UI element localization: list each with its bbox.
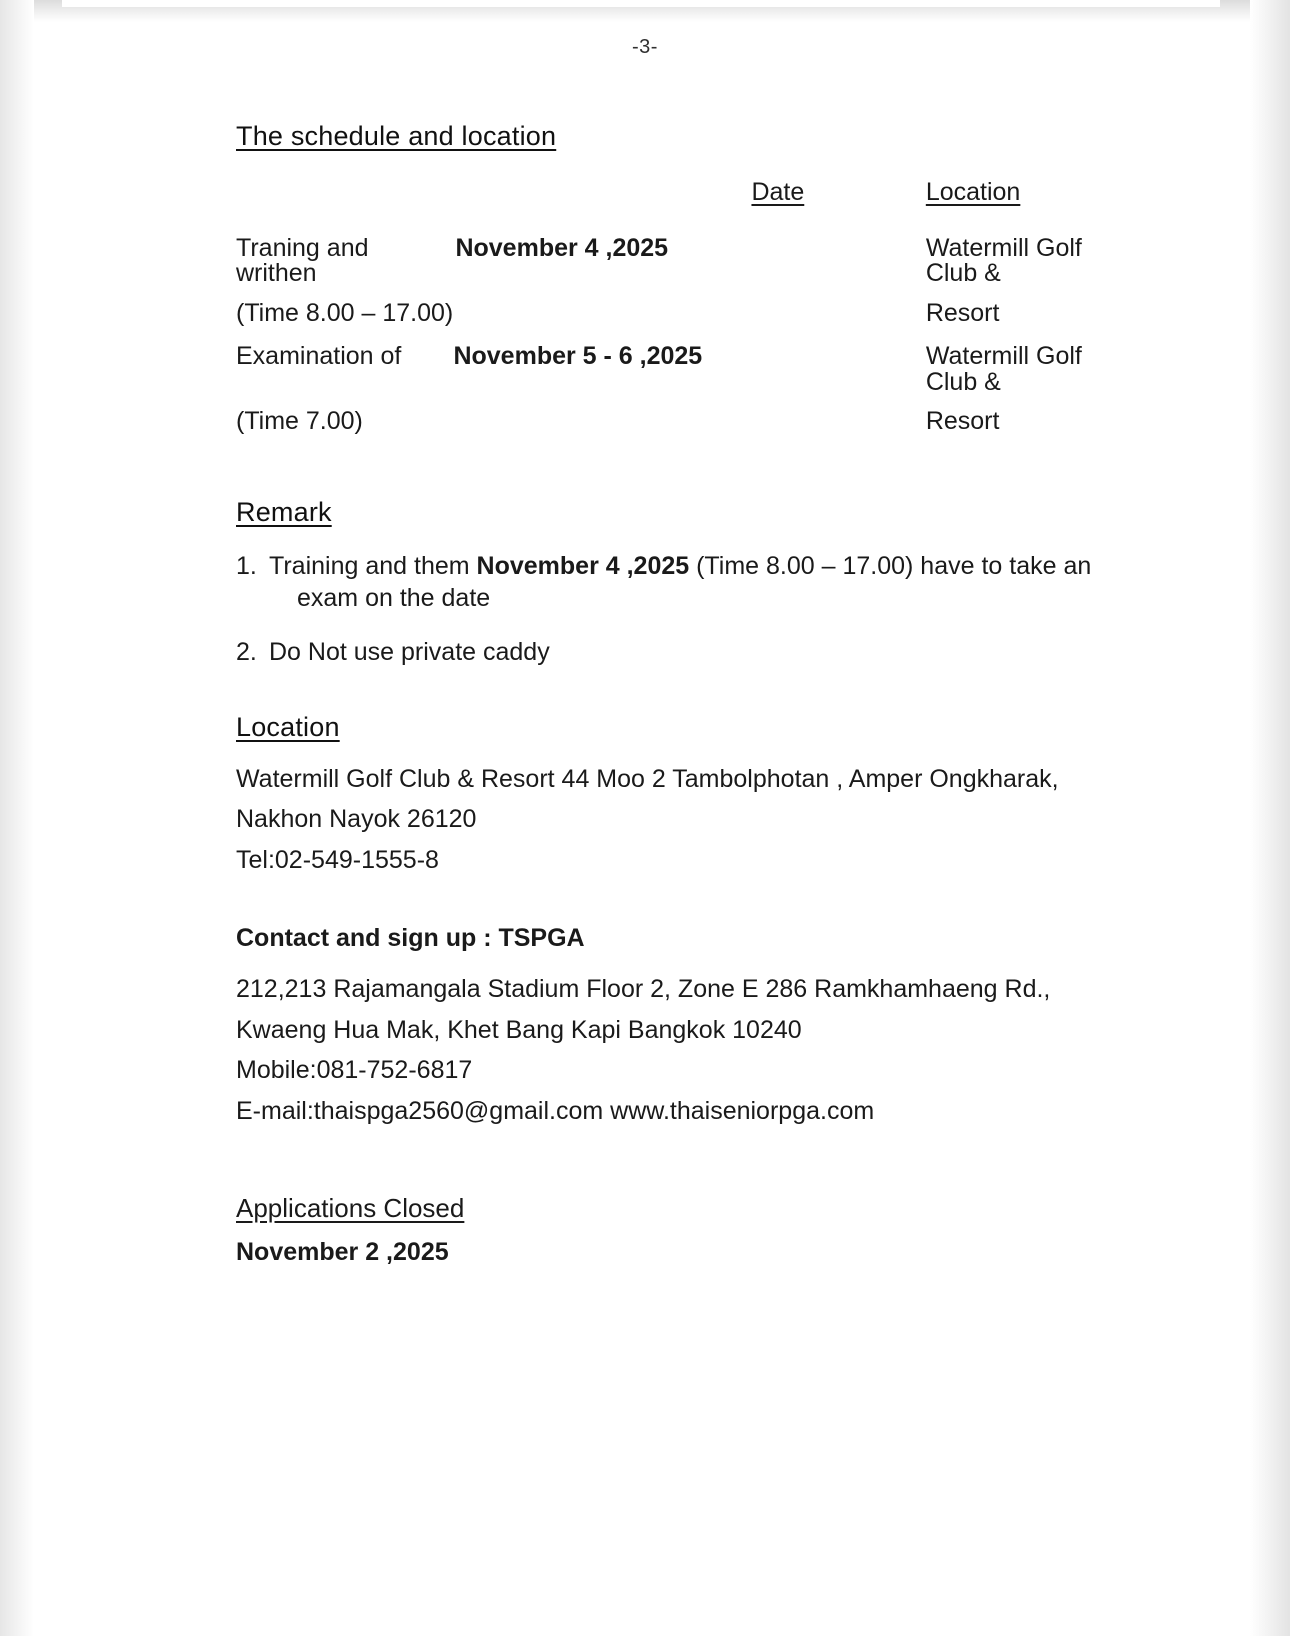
applications-closed-heading: Applications Closed — [236, 1193, 465, 1223]
column-header-blank — [236, 180, 453, 236]
remark-section — [236, 497, 1170, 668]
remark-1-text-before: Training and them — [269, 551, 470, 580]
row2-date-cont — [453, 409, 925, 453]
remark-1-text-after: (Time 8.00 – 17.00) have to take an — [696, 551, 1092, 580]
row1-location-line1: Watermill Golf Club & — [925, 233, 1082, 287]
document-body — [236, 121, 1170, 1267]
contact-mobile: Mobile:081-752-6817 — [236, 1056, 473, 1084]
page-number: -3- — [632, 36, 658, 58]
location-line-1: Watermill Golf Club & Resort 44 Moo 2 Tambolphotan , Amper Ongkharak, — [236, 764, 1059, 793]
row2-item-line2: (Time 7.00) — [236, 407, 363, 435]
table-row — [236, 236, 1116, 301]
column-header-location: Location — [925, 178, 1021, 206]
row2-location-line1: Watermill Golf Club & — [925, 342, 1082, 396]
table-row — [236, 301, 1116, 345]
row2-location-line2: Resort — [925, 407, 1000, 435]
location-address — [236, 759, 1170, 881]
column-header-date: Date — [751, 178, 805, 206]
schedule-table — [236, 180, 1116, 453]
location-line-2: Nakhon Nayok 26120 — [236, 805, 477, 833]
row1-date-cont — [453, 301, 925, 345]
remark-2-number: 2. — [236, 637, 257, 666]
row2-date: November 5 - 6 ,2025 — [453, 342, 703, 370]
contact-section — [236, 924, 1170, 1131]
applications-closed-date: November 2 ,2025 — [236, 1238, 449, 1266]
table-row — [236, 344, 1116, 409]
contact-line-1: 212,213 Rajamangala Stadium Floor 2, Zone E 286 Ramkhamhaeng Rd., — [236, 975, 1051, 1003]
contact-email-website: E-mail:thaispga2560@gmail.com www.thaiseniorpga.com — [236, 1096, 875, 1125]
row1-date: November 4 ,2025 — [455, 233, 669, 262]
table-header-row — [236, 180, 1116, 236]
list-item — [236, 550, 1170, 614]
remark-1-wrap: exam on the date — [297, 583, 491, 612]
remark-list — [236, 550, 1170, 668]
remark-1-date: November 4 ,2025 — [476, 551, 690, 580]
schedule-heading: The schedule and location — [236, 121, 557, 151]
location-section — [236, 712, 1170, 881]
remark-1-number: 1. — [236, 551, 257, 580]
row1-item-line1: Traning and writhen — [236, 233, 369, 287]
contact-line-2: Kwaeng Hua Mak, Khet Bang Kapi Bangkok 10240 — [236, 1015, 802, 1044]
applications-closed-section — [236, 1193, 1170, 1267]
location-heading: Location — [236, 711, 340, 742]
table-row — [236, 409, 1116, 453]
row1-item-line2: (Time 8.00 – 17.00) — [236, 298, 454, 327]
row2-item-line1: Examination of — [236, 342, 402, 370]
row1-location-line2: Resort — [925, 298, 1000, 327]
remark-1-text — [269, 550, 1170, 614]
location-phone: Tel:02-549-1555-8 — [236, 845, 439, 874]
remark-2-text: Do Not use private caddy — [269, 637, 550, 666]
remark-heading: Remark — [236, 496, 332, 527]
contact-details — [236, 969, 1170, 1131]
contact-heading: Contact and sign up : TSPGA — [236, 924, 585, 952]
list-item — [236, 636, 1170, 668]
